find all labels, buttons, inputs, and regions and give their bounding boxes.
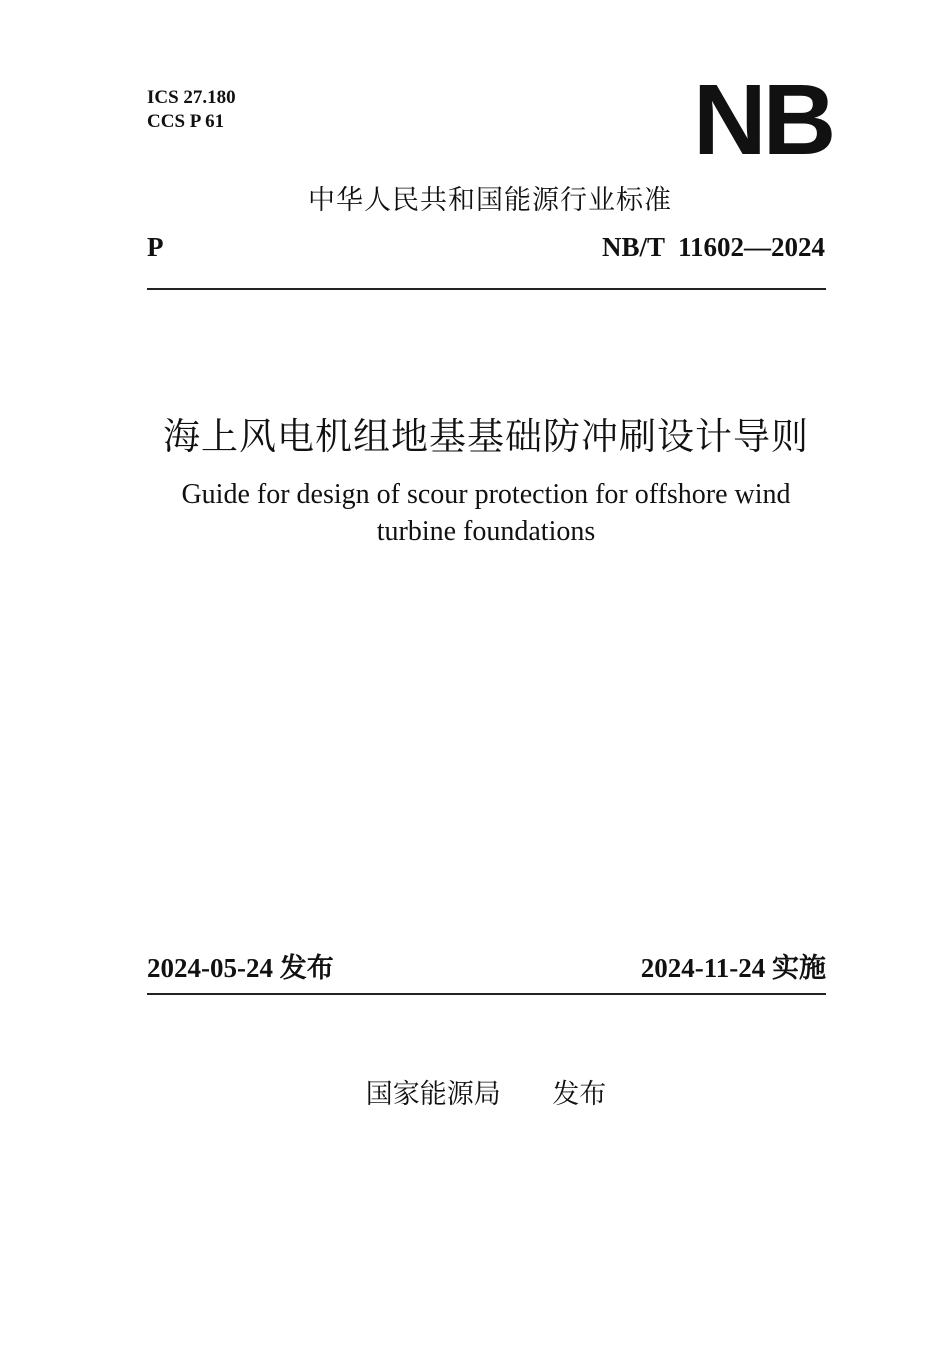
classification-codes xyxy=(147,86,236,134)
implement-label: 实施 xyxy=(772,953,826,984)
implement-date: 2024-11-24 xyxy=(640,953,766,983)
publish-label: 发布 xyxy=(279,953,334,984)
implement-date-block xyxy=(641,946,826,985)
industry-standard-heading: 中华人民共和国能源行业标准 xyxy=(308,185,672,216)
publish-date-block xyxy=(147,946,334,985)
issuer-line xyxy=(0,1072,950,1111)
issuer-org: 国家能源局 xyxy=(365,1079,501,1110)
title-chinese: 海上风电机组地基基础防冲刷设计导则 xyxy=(163,415,809,458)
standard-number: NB/T 11602—2024 xyxy=(601,232,825,262)
publish-date: 2024-05-24 xyxy=(147,953,273,983)
ics-code: ICS 27.180 xyxy=(147,87,236,108)
nb-logo: NB xyxy=(693,64,833,176)
bottom-divider xyxy=(147,993,826,995)
title-english: Guide for design of scour protection for offshore wind turbine foundations xyxy=(181,479,791,547)
category-letter: P xyxy=(147,232,164,262)
ccs-code: CCS P 61 xyxy=(147,111,225,132)
top-divider xyxy=(147,288,826,290)
issuer-action: 发布 xyxy=(552,1079,607,1110)
